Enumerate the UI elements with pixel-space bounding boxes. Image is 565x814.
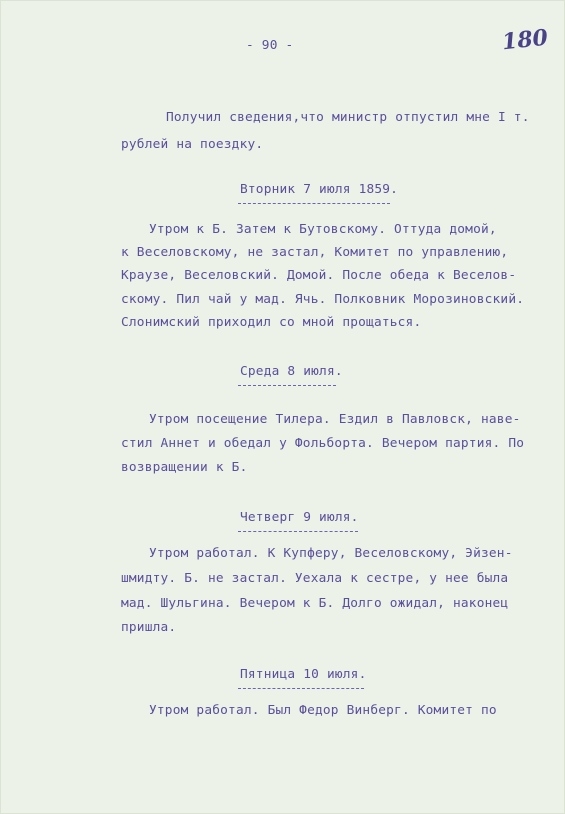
heading-underline — [238, 385, 336, 386]
entry-line: скому. Пил чай у мад. Ячь. Полковник Морозиновский. — [121, 292, 525, 307]
entry-heading: Вторник 7 июля 1859. — [240, 182, 399, 197]
entry-line: пришла. — [121, 620, 177, 635]
handwritten-folio-number: 180 — [500, 24, 550, 56]
entry-line: Утром работал. К Купферу, Веселовскому, Эйзен- — [149, 546, 513, 561]
entry-heading: Пятница 10 июля. — [240, 667, 367, 682]
entry-heading: Среда 8 июля. — [240, 364, 343, 379]
intro-line: Получил сведения,что министр отпустил мне I т. — [166, 110, 530, 125]
entry-line: Утром к Б. Затем к Бутовскому. Оттуда домой, — [149, 222, 497, 237]
entry-line: Утром работал. Был Федор Винберг. Комитет по — [149, 703, 497, 718]
heading-underline — [238, 531, 358, 532]
entry-line: к Веселовскому, не застал, Комитет по управлению, — [121, 245, 509, 260]
entry-line: возвращении к Б. — [121, 460, 248, 475]
entry-line: шмидту. Б. не застал. Уехала к сестре, у нее была — [121, 571, 509, 586]
intro-line: рублей на поездку. — [121, 137, 264, 152]
page-number: - 90 - — [246, 38, 294, 53]
heading-underline — [238, 203, 390, 204]
entry-line: мад. Шульгина. Вечером к Б. Долго ожидал, наконец — [121, 596, 509, 611]
heading-underline — [238, 688, 364, 689]
entry-line: стил Аннет и обедал у Фольборта. Вечером партия. По — [121, 436, 525, 451]
entry-line: Краузе, Веселовский. Домой. После обеда к Веселов- — [121, 268, 517, 283]
entry-line: Утром посещение Тилера. Ездил в Павловск, наве- — [149, 412, 521, 427]
entry-heading: Четверг 9 июля. — [240, 510, 359, 525]
entry-line: Слонимский приходил со мной прощаться. — [121, 315, 422, 330]
